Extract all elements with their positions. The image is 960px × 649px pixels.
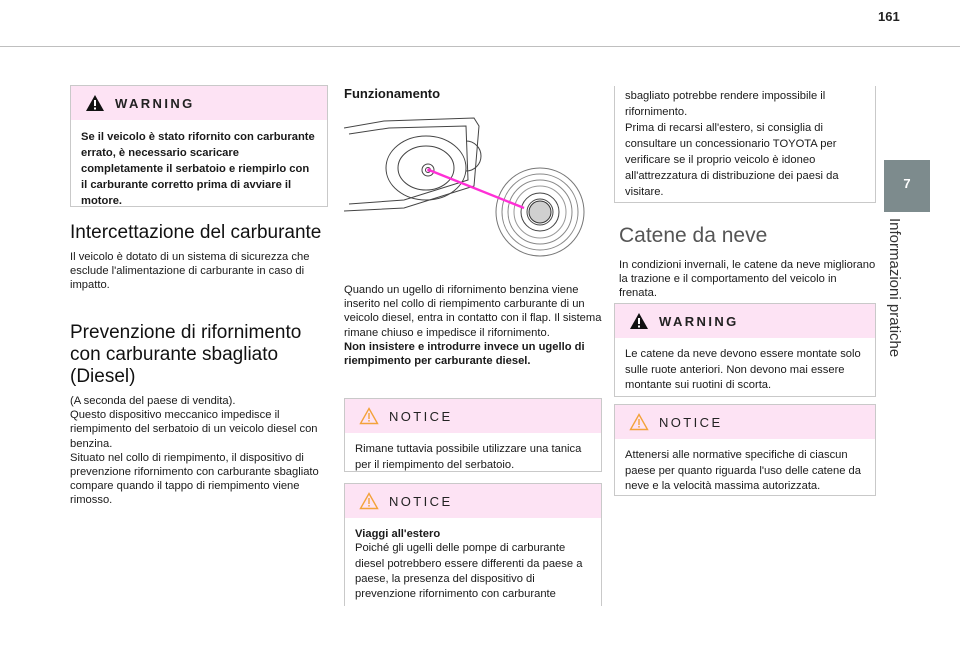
notice-continued-text: sbagliato potrebbe rendere impossibile il rifornimento.: [625, 90, 826, 118]
page-number: 161: [878, 9, 900, 24]
paragraph-prevenzione-3: Situato nel collo di riempimento, il dispositivo di prevenzione rifornimento con carburante sbagliato compare quando il tappo di riempimento viene rimosso.: [70, 451, 319, 507]
warning-text: Se il veicolo è stato rifornito con carburante errato, è necessario scaricare completamente il serbatoio e riempirlo con il carburante corretto prima di avviare il motore.: [81, 131, 315, 207]
warning-label: WARNING: [659, 313, 739, 329]
notice-triangle-icon: [629, 413, 649, 431]
notice-text: Rimane tuttavia possibile utilizzare una tanica per il riempimento del serbatoio.: [355, 443, 582, 471]
heading-catene: Catene da neve: [619, 224, 768, 247]
notice-label: NOTICE: [389, 493, 453, 509]
warning-box-catene: [614, 303, 876, 397]
heading-intercettazione: Intercettazione del carburante: [70, 222, 322, 243]
fuel-filler-illustration: [344, 116, 594, 266]
notice-text: Attenersi alle normative specifiche di ciascun paese per quanto riguarda l'uso delle catene da neve e la velocità massima autorizzata.: [625, 449, 862, 492]
notice-continued-text-2: Prima di recarsi all'estero, si consiglia di consultare un concessionario TOYOTA per verificare se il proprio veicolo è idoneo all'attrezzatura di distribuzione dei paesi da visitare.: [625, 122, 839, 198]
paragraph-funzionamento-bold: Non insistere e introdurre invece un ugello di riempimento per carburante diesel.: [344, 340, 585, 368]
warning-text: Le catene da neve devono essere montate solo sulle ruote anteriori. Non devono mai essere montante sui ruotini di scorta.: [625, 348, 861, 391]
paragraph-prevenzione-1: (A seconda del paese di vendita).: [70, 395, 236, 407]
notice-label: NOTICE: [389, 408, 453, 424]
chapter-tab-number: 7: [903, 176, 911, 191]
notice-text: Poiché gli ugelli delle pompe di carburante diesel potrebbero essere differenti da paese a paese, la presenza del dispositivo di prevenzione rifornimento con carburante: [355, 542, 583, 601]
notice-box-continued: [614, 86, 876, 203]
chapter-tab: [884, 160, 930, 212]
heading-prevenzione: Prevenzione di rifornimento con carburante sbagliato (Diesel): [70, 322, 302, 387]
header-rule: [0, 46, 960, 47]
notice-box-normative: [614, 404, 876, 496]
warning-box-fuel: [70, 85, 328, 207]
paragraph-intercettazione: Il veicolo è dotato di un sistema di sicurezza che esclude l'alimentazione di carburante in caso di impatto.: [70, 251, 310, 292]
notice-box-estero: [344, 483, 602, 606]
heading-funzionamento: Funzionamento: [344, 86, 441, 101]
warning-triangle-icon: [85, 94, 105, 112]
notice-triangle-icon: [359, 407, 379, 425]
paragraph-prevenzione-2: Questo dispositivo meccanico impedisce il riempimento del serbatoio di un veicolo diesel con benzina.: [70, 409, 318, 450]
paragraph-funzionamento: Quando un ugello di rifornimento benzina viene inserito nel collo di riempimento carburante di un veicolo diesel, entra in contatto con il flap. Il sistema rimane chiuso e impedisce il rifornimento.: [344, 284, 602, 339]
notice-title: Viaggi all'estero: [355, 528, 441, 540]
warning-triangle-icon: [629, 312, 649, 330]
notice-triangle-icon: [359, 492, 379, 510]
notice-box-tanica: [344, 398, 602, 472]
chapter-title: Informazioni pratiche: [886, 218, 903, 358]
notice-label: NOTICE: [659, 414, 723, 430]
paragraph-catene: In condizioni invernali, le catene da neve migliorano la trazione e il comportamento del veicolo in frenata.: [619, 259, 876, 300]
warning-label: WARNING: [115, 95, 195, 111]
